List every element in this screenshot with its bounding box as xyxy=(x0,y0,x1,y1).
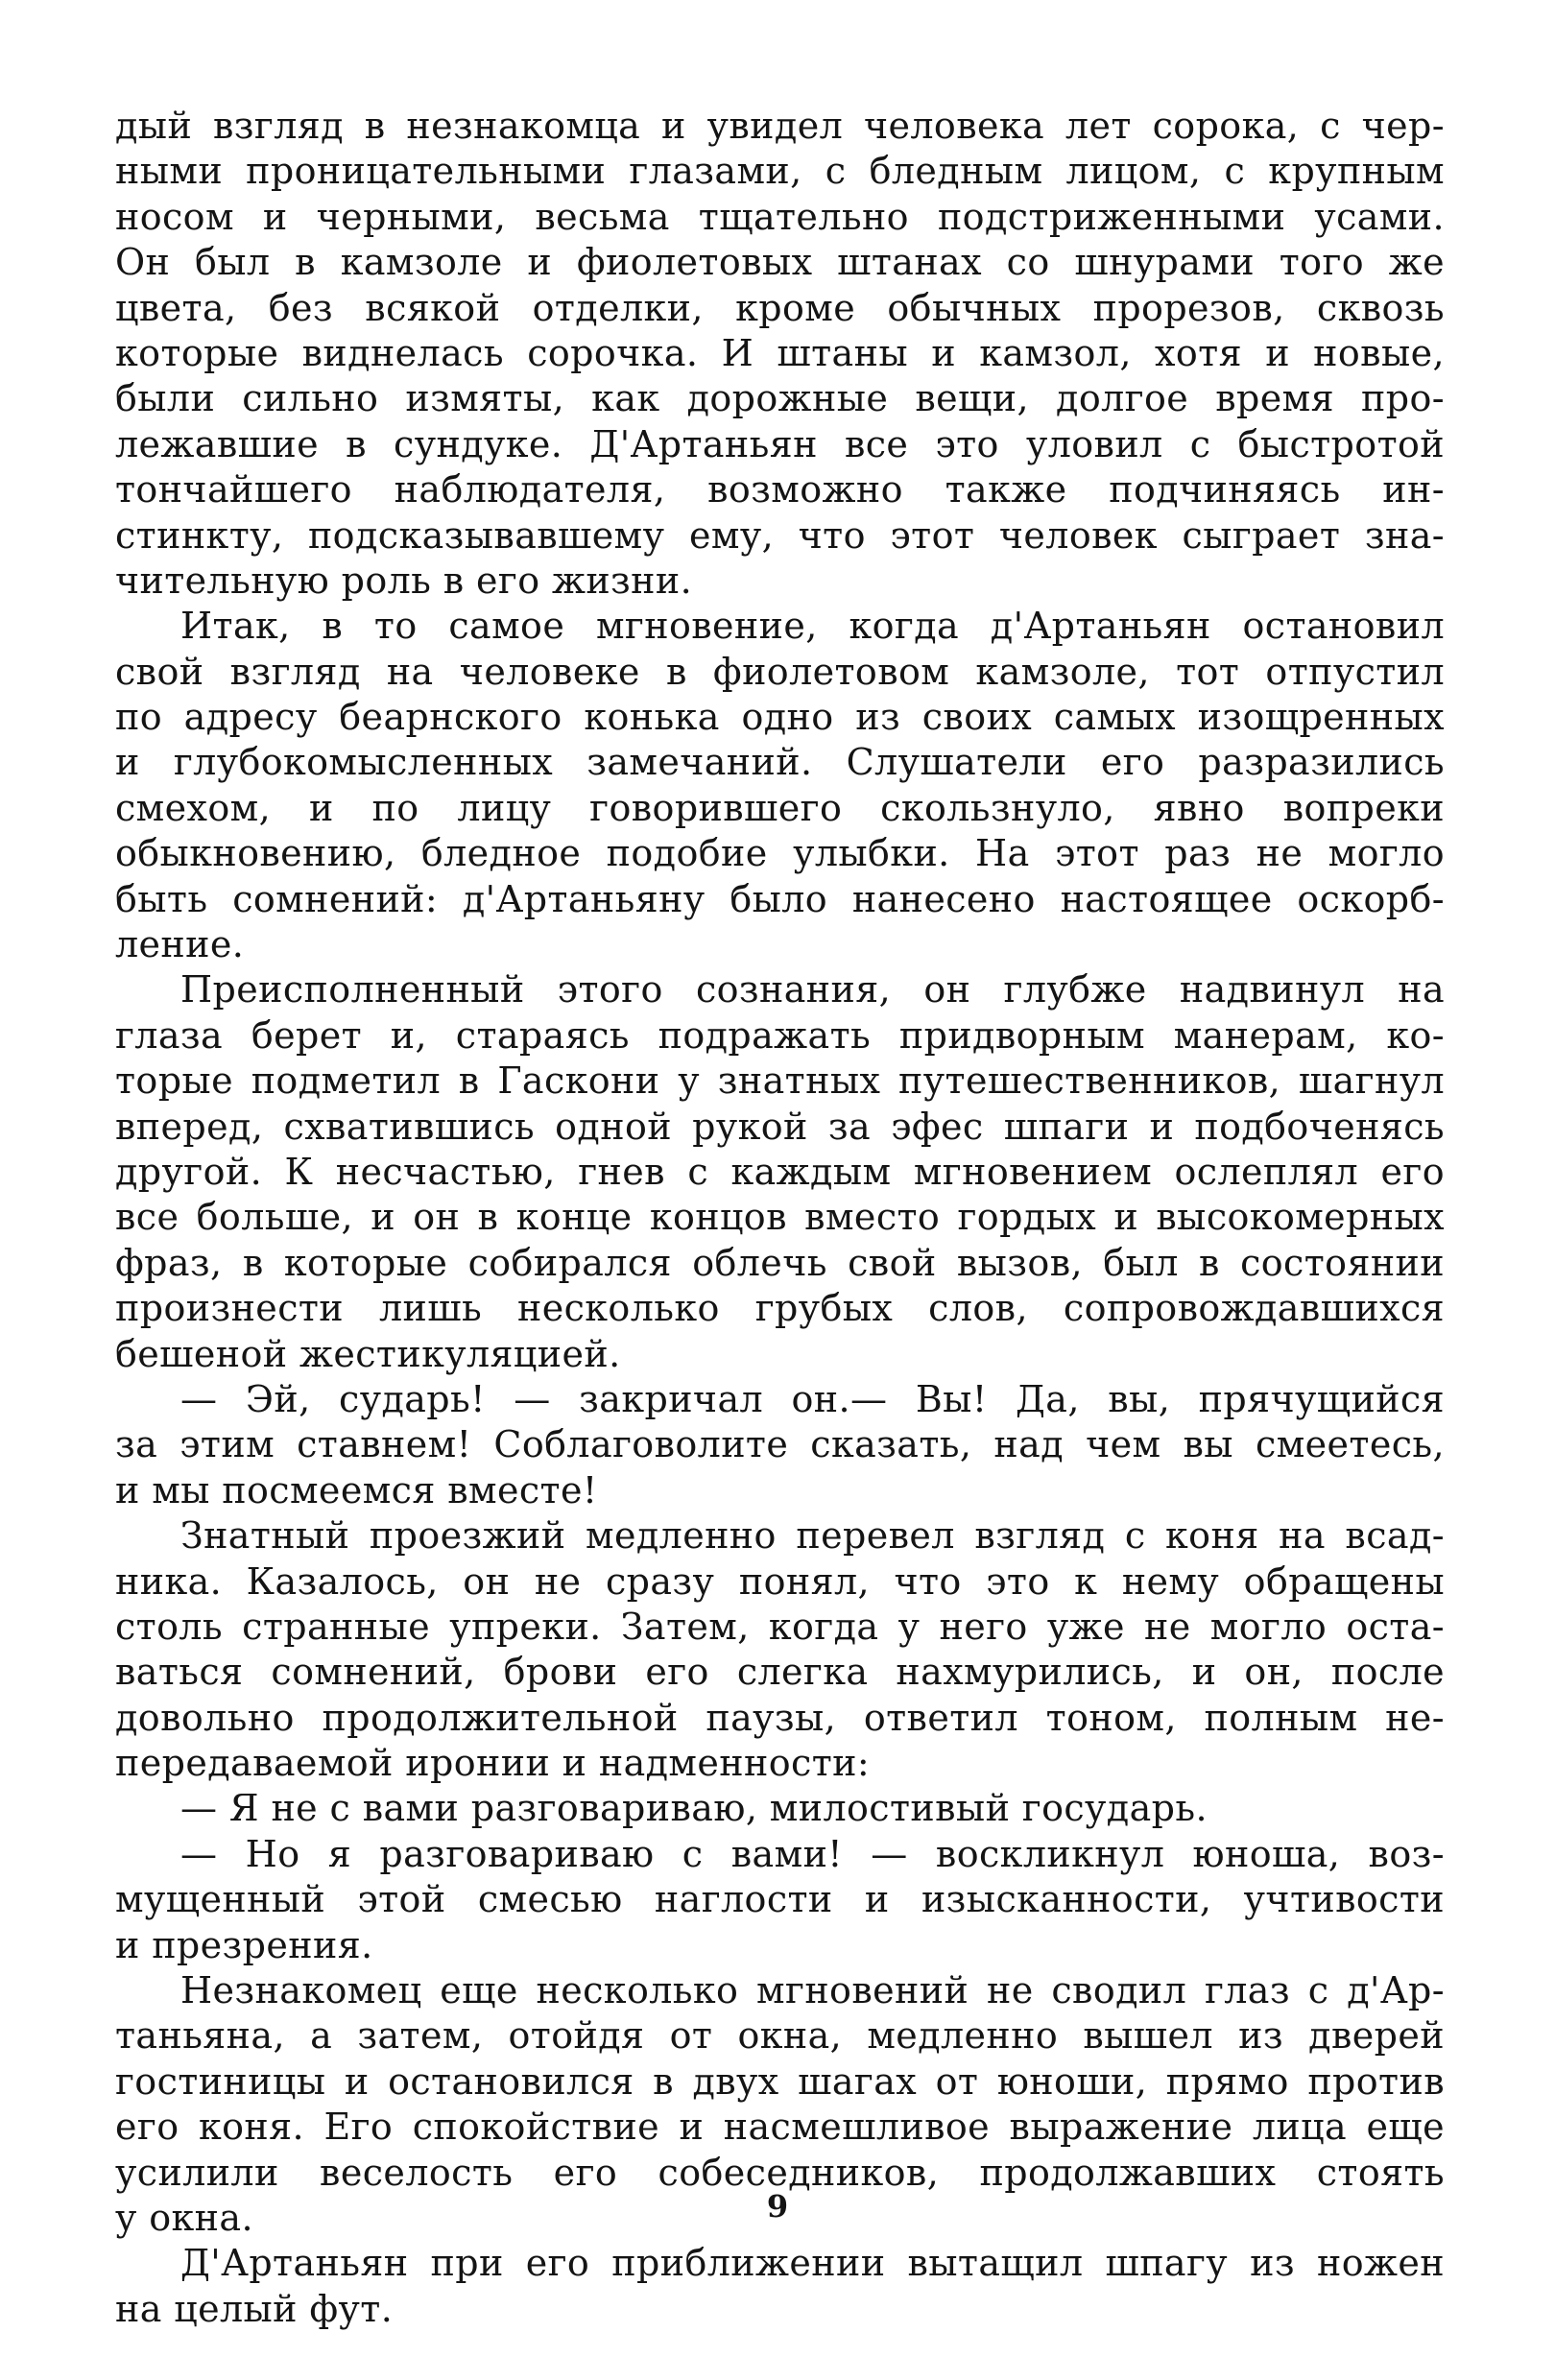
text-line: и презрения. xyxy=(115,1923,373,1966)
text-line: тончайшего наблюдателя, возможно также подчиняясь ин- xyxy=(115,468,1445,512)
text-line: Знатный проезжий медленно перевел взгляд с коня на всад- xyxy=(180,1514,1445,1558)
text-line: дый взгляд в незнакомца и увидел человека лет сорока, с чер- xyxy=(115,105,1445,147)
text-line: быть сомнений: д'Артаньяну было нанесено настоящее оскорб- xyxy=(115,877,1445,920)
text-line: по адресу беарнского конька одно из своих самых изощренных xyxy=(115,696,1445,739)
text-line: — Но я разговариваю с вами! — воскликнул юноша, воз- xyxy=(180,1832,1445,1875)
text-line: чительную роль в его жизни. xyxy=(115,559,693,602)
text-line: цвета, без всякой отделки, кроме обычных прорезов, сквозь xyxy=(115,286,1445,329)
text-line: свой взгляд на человеке в фиолетовом камзоле, тот отпустил xyxy=(115,650,1445,693)
text-line: ление. xyxy=(115,923,245,966)
text-line: стинкту, подсказывавшему ему, что этот человек сыграет зна- xyxy=(115,513,1445,557)
text-line: Итак, в то самое мгновение, когда д'Артаньян остановил xyxy=(180,605,1445,648)
text-line: бешеной жестикуляцией. xyxy=(115,1332,621,1375)
text-line: носом и черными, весьма тщательно подстриженными усами. xyxy=(115,195,1445,238)
text-line: вперед, схватившись одной рукой за эфес шпаги и подбоченясь xyxy=(115,1105,1445,1148)
text-line: Он был в камзоле и фиолетовых штанах со шнурами того же xyxy=(115,241,1445,284)
body-text xyxy=(115,104,1445,2332)
text-line: ными проницательными глазами, с бледным лицом, с крупным xyxy=(115,150,1445,193)
text-line: торые подметил в Гаскони у знатных путешественников, шагнул xyxy=(115,1059,1445,1103)
text-line: смехом, и по лицу говорившего скользнуло, явно вопреки xyxy=(115,786,1445,829)
text-line: ваться сомнений, брови его слегка нахмурились, и он, после xyxy=(115,1651,1445,1694)
text-line: за этим ставнем! Соблаговолите сказать, над чем вы смеетесь, xyxy=(115,1423,1445,1466)
text-line: довольно продолжительной паузы, ответил тоном, полным не- xyxy=(115,1696,1445,1739)
text-line: у окна. xyxy=(115,2196,253,2239)
text-line: глаза берет и, стараясь подражать придворным манерам, ко- xyxy=(115,1013,1445,1057)
page-number: 9 xyxy=(766,2188,789,2225)
text-line: Д'Артаньян при его приближении вытащил шпагу из ножен xyxy=(180,2242,1445,2285)
text-line: мущенный этой смесью наглости и изысканности, учтивости xyxy=(115,1878,1445,1921)
text-line: произнести лишь несколько грубых слов, сопровождавшихся xyxy=(115,1287,1445,1330)
text-line: на целый фут. xyxy=(115,2287,394,2330)
text-line: ника. Казалось, он не сразу понял, что это к нему обращены xyxy=(115,1559,1445,1603)
text-line: были сильно измяты, как дорожные вещи, долгое время про- xyxy=(115,377,1445,420)
text-line: передаваемой иронии и надменности: xyxy=(115,1742,871,1785)
text-line: — Я не с вами разговариваю, милостивый государь. xyxy=(180,1787,1208,1830)
text-line: усилили веселость его собеседников, продолжавших стоять xyxy=(115,2151,1445,2194)
text-line: и мы посмеемся вместе! xyxy=(115,1468,598,1511)
text-line: все больше, и он в конце концов вместо гордых и высокомерных xyxy=(115,1196,1445,1239)
text-line: лежавшие в сундуке. Д'Артаньян все это уловил с быстротой xyxy=(115,422,1445,465)
text-line: другой. К несчастью, гнев с каждым мгновением ослеплял его xyxy=(115,1150,1445,1193)
text-line: Незнакомец еще несколько мгновений не сводил глаз с д'Ар- xyxy=(180,1969,1445,2012)
text-line: его коня. Его спокойствие и насмешливое выражение лица еще xyxy=(115,2106,1445,2149)
text-line: гостиницы и остановился в двух шагах от юноши, прямо против xyxy=(115,2059,1445,2103)
text-line: обыкновению, бледное подобие улыбки. На этот раз не могло xyxy=(115,832,1445,875)
text-line: которые виднелась сорочка. И штаны и камзол, хотя и новые, xyxy=(115,331,1445,374)
text-line: и глубокомысленных замечаний. Слушатели его разразились xyxy=(115,741,1445,784)
text-line: Преисполненный этого сознания, он глубже надвинул на xyxy=(180,968,1445,1012)
text-line: столь странные упреки. Затем, когда у него уже не могло оста- xyxy=(115,1605,1445,1648)
text-line: таньяна, а затем, отойдя от окна, медленно вышел из дверей xyxy=(115,2014,1445,2058)
text-line: — Эй, сударь! — закричал он.— Вы! Да, вы, прячущийся xyxy=(180,1377,1445,1420)
text-line: фраз, в которые собирался облечь свой вызов, был в состоянии xyxy=(115,1241,1445,1284)
